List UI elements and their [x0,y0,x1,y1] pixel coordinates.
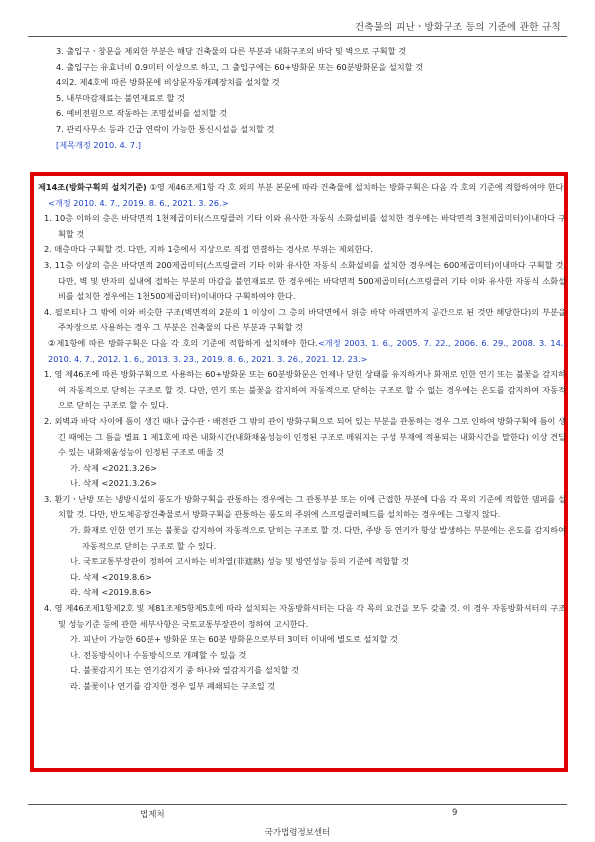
list-item: 3. 출입구ㆍ창문을 제외한 부분은 해당 건축물의 다른 부분과 내화구조의 바닥 및 벽으로 구획할 것 [56,46,407,56]
article-14 [38,180,566,695]
paragraph-text: ②제1항에 따른 방화구획은 다음 각 호의 기준에 적합하게 설치해야 한다. [48,337,318,348]
page-number: 9 [452,808,458,818]
sub-item: 가. 화재로 인한 연기 또는 불꽃을 감지하여 자동적으로 닫히는 구조로 할 것. 다만, 주방 등 연기가 항상 발생하는 부분에는 온도를 감지하여 자동적으로 닫히는 구조로 할 수 있다. [70,525,566,551]
list-item: 5. 내부마감재료는 불연재료로 할 것 [56,92,185,103]
sub-item: 다. 삭제 <2019.8.6> [70,571,152,582]
list-item: 4. 출입구는 유효너비 0.9미터 이상으로 하고, 그 출입구에는 60+방화문 또는 60분방화문을 설치할 것 [56,61,424,72]
sub-item: 가. 삭제 <2021.3.26> [70,462,157,473]
article-paragraph-1 [38,180,566,211]
sub-item: 나. 삭제 <2021.3.26> [70,478,157,489]
list-item: 4. 영 제46조제1항제2호 및 제81조제5항제5호에 따라 설치되는 자동방화셔터는 다음 각 목의 요건을 모두 갖출 것. 이 경우 자동방화셔터의 구조 및 성능기준 등에 관한 세부사항은 국토교통부장관이 정하여 고시한다. [44,603,566,629]
sub-item: 나. 전동방식이나 수동방식으로 개폐할 수 있을 것 [70,649,247,660]
page-header [28,14,567,37]
article-title: 제14조(방화구획의 설치기준) [38,182,147,192]
list-item: 4. 필로티나 그 밖에 이와 비슷한 구조(벽면적의 2분의 1 이상이 그 층의 바닥면에서 위층 바닥 아래면까지 공간으로 된 것만 해당한다)의 부분을 주차장으로 사용하는 경우 그 부분은 건축물의 다른 부분과 구획할 것 [44,306,566,333]
paragraph-1-items [38,211,566,336]
paragraph-2-items [38,367,566,694]
list-item: 4의2. 제4호에 따른 방화문에 비상문자동개폐장치를 설치할 것 [56,77,280,88]
header-title: 건축물의 피난ㆍ방화구조 등의 기준에 관한 규칙 [354,22,561,33]
revision-note: [제목개정 2010. 4. 7.] [56,139,141,150]
list-item: 1. 10층 이하의 층은 바닥면적 1천제곱미터(스프링클러 기타 이와 유사한 자동식 소화설비를 설치한 경우에는 바닥면적 3천제곱미터)이내마다 구획할 것 [44,213,566,239]
sub-item: 나. 국토교통부장관이 정하여 고시하는 비차열(非遮熱) 성능 및 방연성능 등의 기준에 적합할 것 [70,556,410,567]
sub-item: 다. 불꽃감지기 또는 연기감지기 중 하나와 열감지기를 설치할 것 [70,665,300,676]
footer-source: 법제처 [140,810,165,820]
sub-item: 라. 불꽃이나 연기를 감지한 경우 일부 폐쇄되는 구조일 것 [70,681,276,691]
list-item: 2. 매층마다 구획할 것. 다만, 지하 1층에서 지상으로 직접 연결하는 경사로 부위는 제외한다. [44,244,373,255]
revision-note: <개정 2010. 4. 7., 2019. 8. 6., 2021. 3. 26.> [48,197,229,208]
footer-organization: 국가법령정보센터 [264,828,331,838]
previous-article-list [56,44,565,153]
article-paragraph-2 [38,336,566,367]
list-item: 6. 예비전원으로 작동하는 조명설비를 설치할 것 [56,108,228,119]
paragraph-text: ①영 제46조제1항 각 호 외의 부분 본문에 따라 건축물에 설치하는 방화구획은 다음 각 호의 기준에 적합하여야 한다. [146,182,566,192]
sub-item: 가. 피난이 가능한 60분+ 방화문 또는 60분 방화문으로부터 3미터 이내에 별도로 설치할 것 [70,634,398,645]
list-item: 2. 외벽과 바닥 사이에 틈이 생긴 때나 급수관ㆍ배전관 그 밖의 관이 방화구획으로 되어 있는 부분을 관통하는 경우 그로 인하여 방화구획에 틈이 생긴 때에는 그 틈을 별표 1 제1호에 따른 내화시간(내화채움성능이 인정된 구조로 메워지는 구성 부재에 적용되는 내화시간을 말한다) 이상 견딜 수 있는 내화채움성능이 인정된 구조로 메울 것 [44,415,566,458]
list-item: 3. 환기ㆍ난방 또는 냉방시설의 풍도가 방화구획을 관통하는 경우에는 그 관통부분 또는 이에 근접한 부분에 다음 각 목의 기준에 적합한 댐퍼를 설치할 것. 다만, 반도체공장건축물로서 방화구획을 관통하는 풍도의 주위에 스프링클러헤드를 설치하는 경우에는 그렇지 않다. [44,493,566,520]
revision-note: <개정 2003. 1. 6., 2005. 7. 22., 2006. 6. 29., 2008. 3. 14., 2010. 4. 7., 2012. 1. 6., 2013. 3. 23., 2019. 8. 6., 2021. 3. 26., 2021. 12. 23.> [48,337,567,364]
list-item: 1. 영 제46조에 따른 방화구획으로 사용하는 60+방화문 또는 60분방화문은 언제나 닫힌 상태를 유지하거나 화재로 인한 연기 또는 불꽃을 감지하여 자동적으로 닫히는 구조로 할 것. 다만, 연기 또는 불꽃을 감지하여 자동적으로 닫히는 구조로 할 수 없는 경우에는 온도를 감지하여 자동적으로 닫히는 구조로 할 수 있다. [44,369,566,411]
list-item: 3. 11층 이상의 층은 바닥면적 200제곱미터(스프링클러 기타 이와 유사한 자동식 소화설비를 설치한 경우에는 600제곱미터)이내마다 구획할 것. 다만, 벽 및 반자의 실내에 접하는 부분의 마감을 불연재료로 한 경우에는 바닥면적 500제곱미터(스프링클러 기타 이와 유사한 자동식 소화설비를 설치한 경우에는 1천500제곱미터)이내마다 구획하여야 한다. [44,259,566,302]
sub-item: 라. 삭제 <2019.8.6> [70,587,152,598]
footer-rule [28,804,567,805]
list-item: 7. 관리사무소 등과 긴급 연락이 가능한 통신시설을 설치할 것 [56,123,275,134]
